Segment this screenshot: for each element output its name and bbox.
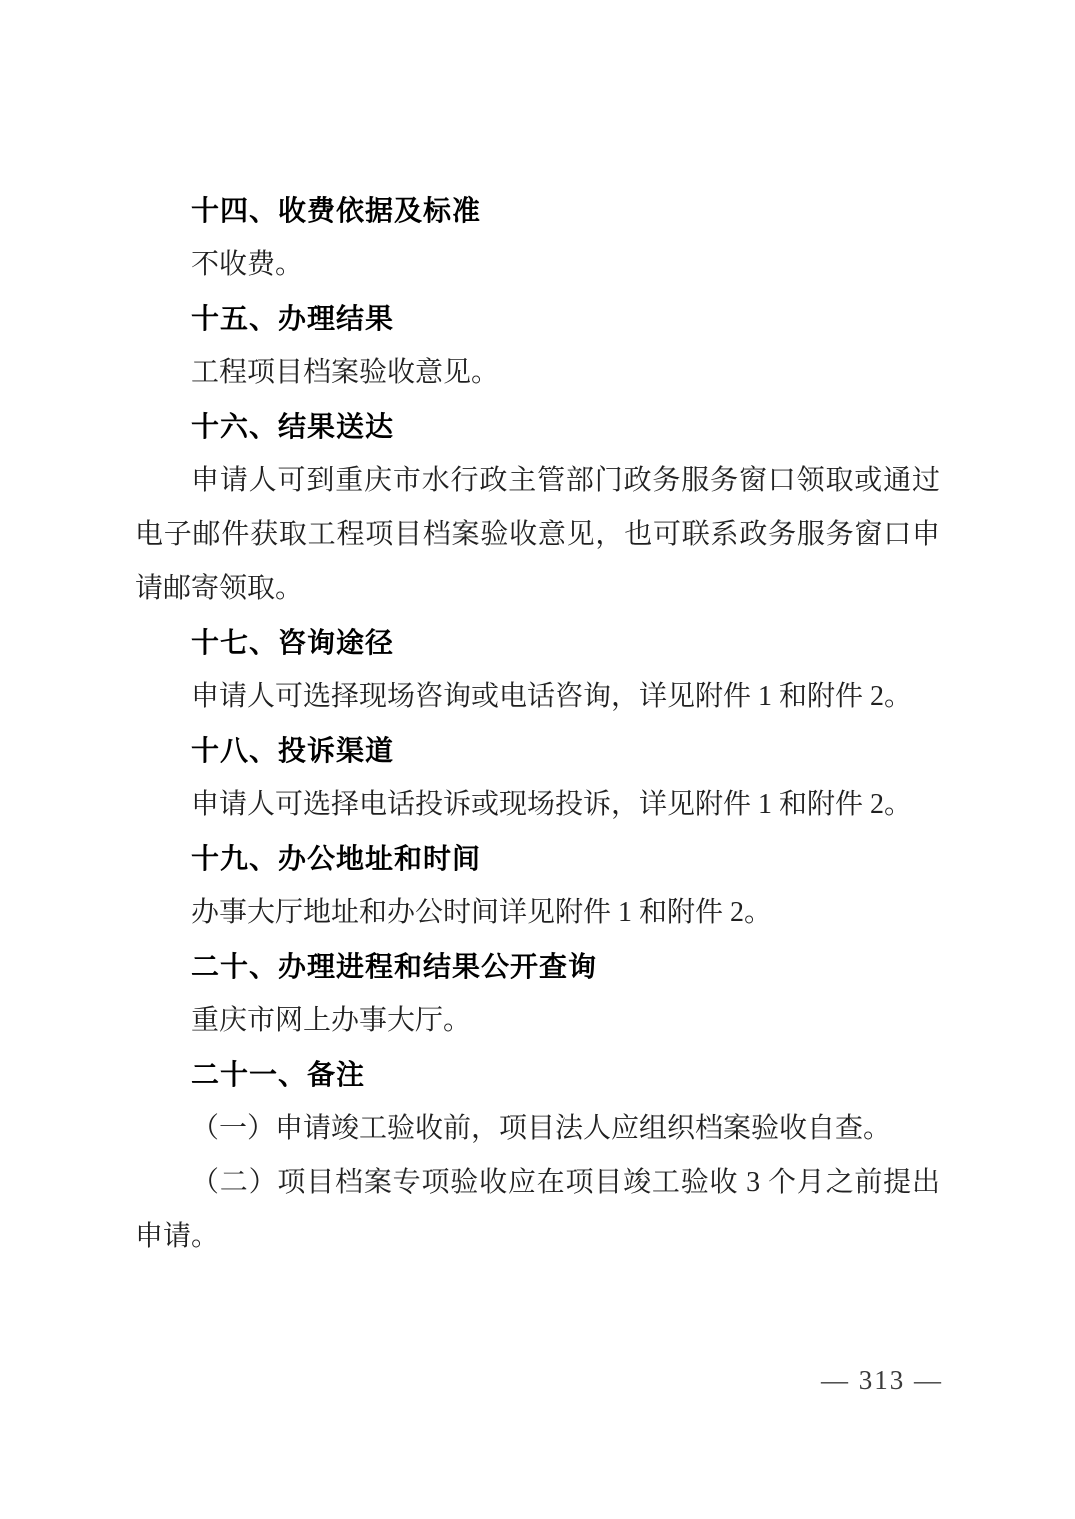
section-heading: 二十、办理进程和结果公开查询 — [191, 951, 598, 982]
paragraph: 办事大厅地址和办公时间详见附件 1 和附件 2。 — [191, 897, 773, 928]
section-fees — [135, 184, 940, 292]
section-heading: 十四、收费依据及标准 — [191, 195, 482, 226]
section-consultation — [135, 616, 940, 724]
section-heading: 十七、咨询途径 — [191, 627, 395, 658]
section-office-address — [135, 832, 940, 940]
section-complaints — [135, 724, 940, 832]
section-remarks — [135, 1048, 940, 1264]
section-progress-query — [135, 940, 940, 1048]
section-heading: 十八、投诉渠道 — [191, 735, 395, 766]
page-number: — 313 — — [821, 1365, 943, 1395]
paragraph: （二）项目档案专项验收应在项目竣工验收 3 个月之前提出申请。 — [135, 1167, 940, 1252]
paragraph: （一）申请竣工验收前，项目法人应组织档案验收自查。 — [191, 1113, 892, 1144]
paragraph: 申请人可选择电话投诉或现场投诉，详见附件 1 和附件 2。 — [191, 789, 913, 820]
paragraph: 重庆市网上办事大厅。 — [191, 1005, 472, 1036]
section-heading: 十六、结果送达 — [191, 411, 395, 442]
paragraph: 不收费。 — [191, 249, 304, 280]
section-heading: 十九、办公地址和时间 — [191, 843, 482, 874]
document-body — [135, 184, 940, 1264]
section-heading: 二十一、备注 — [191, 1059, 366, 1090]
section-heading: 十五、办理结果 — [191, 303, 395, 334]
paragraph: 申请人可选择现场咨询或电话咨询，详见附件 1 和附件 2。 — [191, 681, 913, 712]
section-delivery — [135, 400, 940, 616]
paragraph: 工程项目档案验收意见。 — [191, 357, 500, 388]
paragraph: 申请人可到重庆市水行政主管部门政务服务窗口领取或通过电子邮件获取工程项目档案验收意见，也可联系政务服务窗口申请邮寄领取。 — [135, 465, 940, 604]
section-result — [135, 292, 940, 400]
